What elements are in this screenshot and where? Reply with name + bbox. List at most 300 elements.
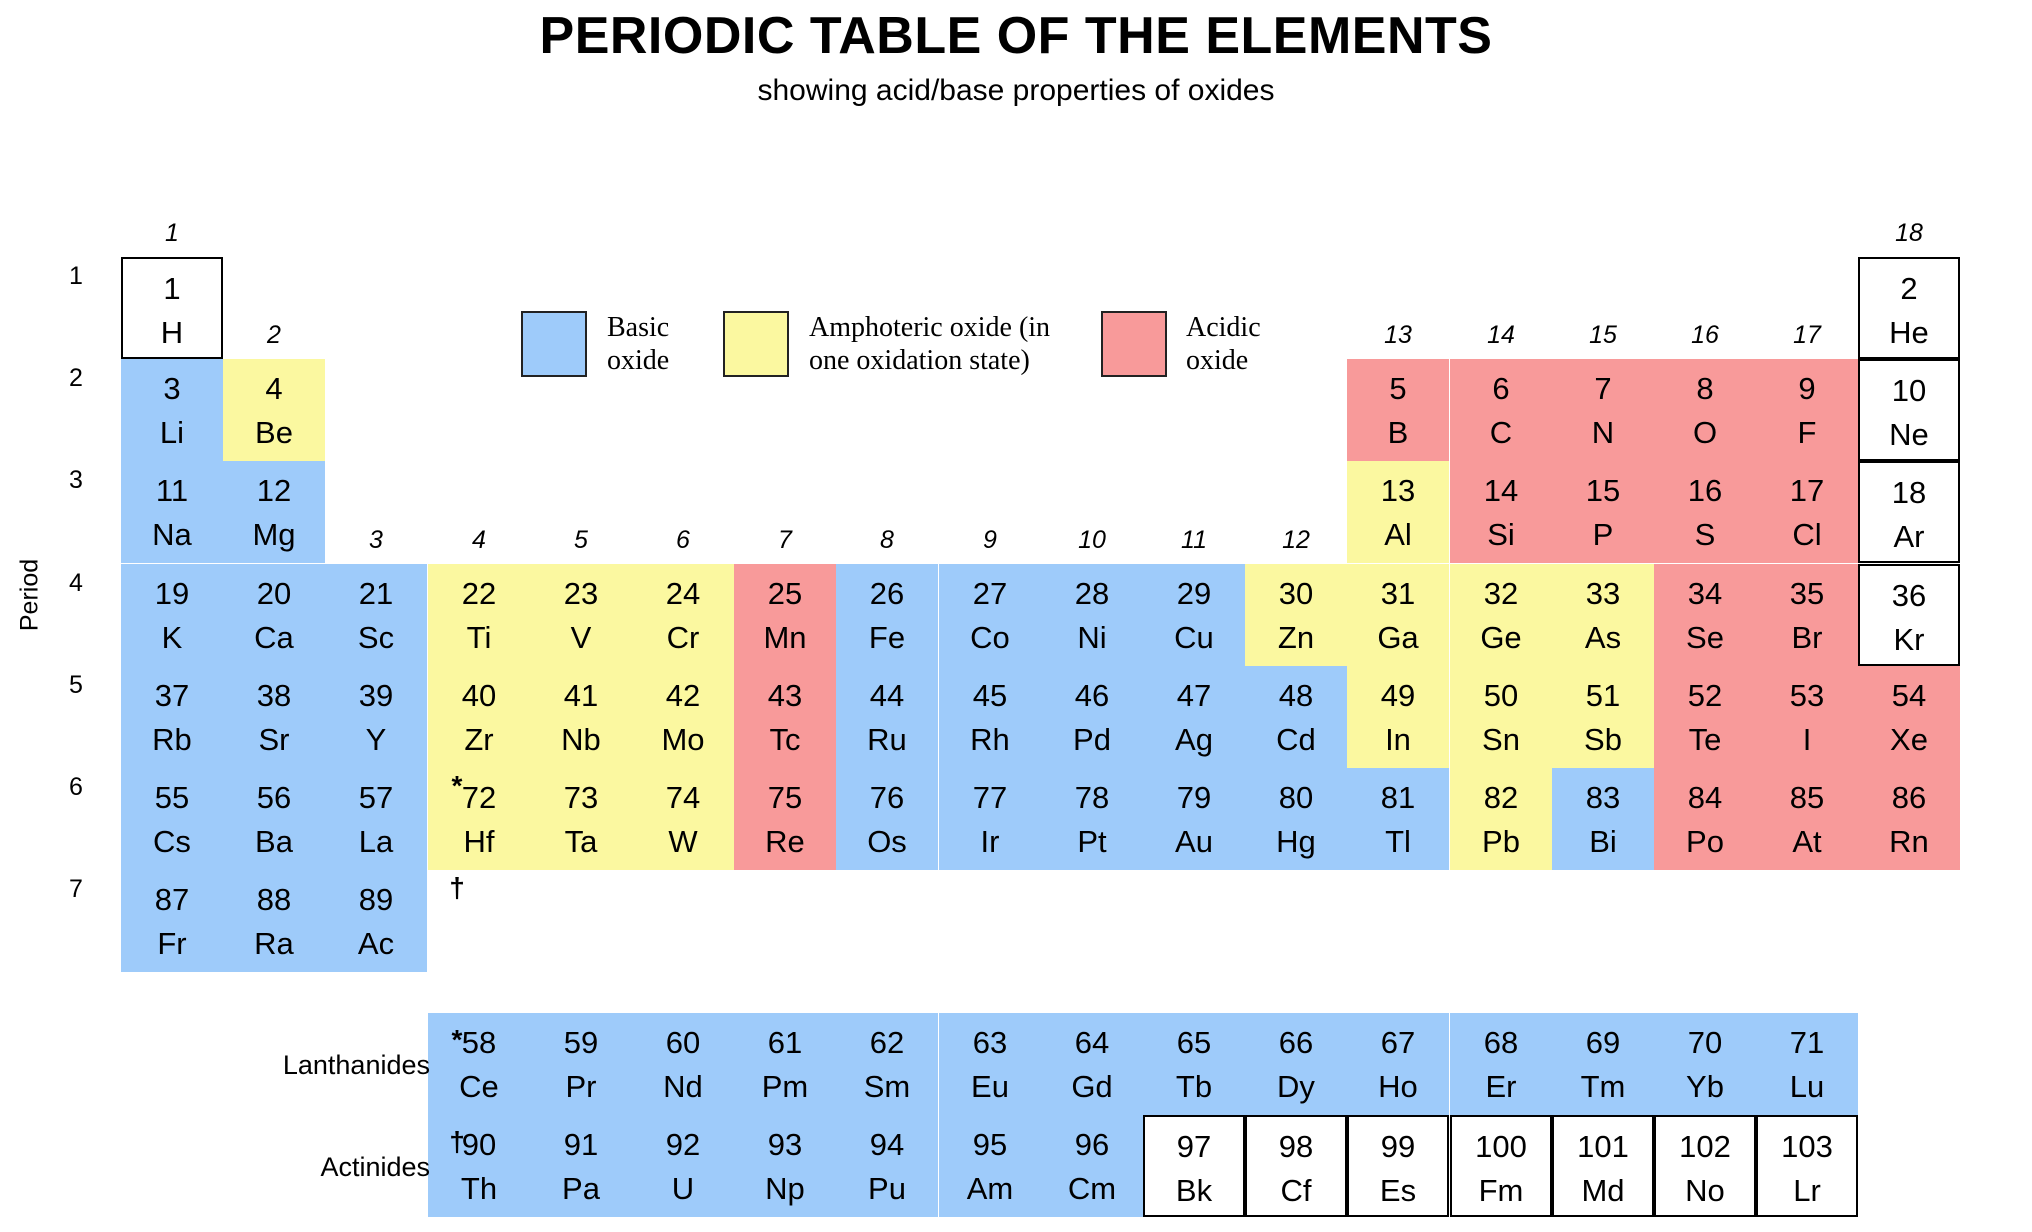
element-cell-ba — [223, 768, 325, 870]
element-symbol: Ir — [980, 824, 1000, 859]
element-cell-na — [121, 461, 223, 563]
element-symbol: Mg — [252, 517, 296, 552]
element-symbol: Fm — [1478, 1173, 1524, 1208]
element-cell-ca — [223, 564, 325, 666]
atomic-number: 43 — [767, 678, 803, 713]
element-symbol: Pr — [565, 1069, 597, 1104]
group-label-13: 13 — [1384, 321, 1412, 349]
atomic-number: 96 — [1074, 1127, 1110, 1162]
element-cell-br — [1756, 564, 1858, 666]
element-symbol: Es — [1379, 1173, 1417, 1208]
atomic-number: 72 — [461, 780, 497, 815]
element-cell-xe — [1858, 666, 1960, 768]
lanthanide-cell-ho — [1347, 1013, 1449, 1115]
group-label-7: 7 — [778, 526, 792, 554]
atomic-number: 63 — [972, 1025, 1008, 1060]
element-cell-tc — [734, 666, 836, 768]
element-cell-re — [734, 768, 836, 870]
element-symbol: N — [1591, 415, 1615, 450]
atomic-number: 21 — [358, 576, 394, 611]
element-cell-rh — [939, 666, 1041, 768]
group-label-2: 2 — [267, 321, 281, 349]
element-cell-at — [1756, 768, 1858, 870]
group-label-11: 11 — [1181, 526, 1207, 554]
element-symbol: Cu — [1174, 620, 1214, 655]
atomic-number: 91 — [563, 1127, 599, 1162]
atomic-number: 70 — [1687, 1025, 1723, 1060]
element-symbol: Pu — [868, 1171, 906, 1206]
element-symbol: Ne — [1889, 417, 1929, 452]
element-cell-si — [1450, 461, 1552, 563]
element-cell-o — [1654, 359, 1756, 461]
element-symbol: Bi — [1589, 824, 1617, 859]
group-label-3: 3 — [369, 526, 383, 554]
element-cell-pt — [1041, 768, 1143, 870]
element-symbol: Ag — [1175, 722, 1213, 757]
element-symbol: Be — [255, 415, 293, 450]
atomic-number: 35 — [1789, 576, 1825, 611]
element-symbol: U — [671, 1171, 695, 1206]
atomic-number: 86 — [1891, 780, 1927, 815]
period-label-1: 1 — [69, 262, 83, 290]
page-title: PERIODIC TABLE OF THE ELEMENTS — [539, 7, 1493, 65]
atomic-number: 26 — [869, 576, 905, 611]
element-cell-sn — [1450, 666, 1552, 768]
atomic-number: 33 — [1585, 576, 1621, 611]
group-label-18: 18 — [1895, 219, 1923, 247]
atomic-number: 6 — [1492, 371, 1510, 406]
lanthanide-row-marker: * — [451, 1024, 463, 1055]
element-symbol: Dy — [1277, 1069, 1315, 1104]
legend-swatch-basic — [521, 311, 587, 377]
element-cell-bi — [1552, 768, 1654, 870]
element-cell-po — [1654, 768, 1756, 870]
element-cell-ag — [1143, 666, 1245, 768]
atomic-number: 46 — [1074, 678, 1110, 713]
atomic-number: 85 — [1789, 780, 1825, 815]
element-symbol: Ar — [1893, 519, 1925, 554]
group-label-5: 5 — [574, 526, 588, 554]
group-label-4: 4 — [472, 526, 486, 554]
element-symbol: F — [1797, 415, 1817, 450]
element-symbol: Tc — [769, 722, 801, 757]
element-symbol: B — [1387, 415, 1409, 450]
element-cell-ne — [1858, 359, 1960, 461]
element-cell-mg — [223, 461, 325, 563]
element-symbol: Lu — [1789, 1069, 1825, 1104]
atomic-number: 32 — [1483, 576, 1519, 611]
element-cell-pb — [1450, 768, 1552, 870]
atomic-number: 59 — [563, 1025, 599, 1060]
atomic-number: 83 — [1585, 780, 1621, 815]
atomic-number: 99 — [1380, 1129, 1416, 1164]
atomic-number: 1 — [163, 271, 181, 306]
atomic-number: 84 — [1687, 780, 1723, 815]
element-symbol: C — [1489, 415, 1513, 450]
actinide-cell-md — [1552, 1115, 1654, 1217]
element-cell-i — [1756, 666, 1858, 768]
element-symbol: I — [1802, 722, 1812, 757]
atomic-number: 25 — [767, 576, 803, 611]
element-symbol: Sm — [863, 1069, 911, 1104]
atomic-number: 76 — [869, 780, 905, 815]
element-symbol: Ru — [867, 722, 907, 757]
group-label-6: 6 — [676, 526, 690, 554]
group-label-1: 1 — [165, 219, 179, 247]
atomic-number: 48 — [1278, 678, 1314, 713]
element-symbol: Th — [460, 1171, 498, 1206]
atomic-number: 49 — [1380, 678, 1416, 713]
atomic-number: 77 — [972, 780, 1008, 815]
actinide-marker: † — [449, 872, 465, 903]
element-symbol: Fe — [868, 620, 906, 655]
lanthanide-cell-pm — [734, 1013, 836, 1115]
element-cell-b — [1347, 359, 1449, 461]
element-cell-rn — [1858, 768, 1960, 870]
element-cell-ni — [1041, 564, 1143, 666]
element-symbol: V — [570, 620, 592, 655]
atomic-number: 89 — [358, 882, 394, 917]
element-symbol: Ni — [1077, 620, 1107, 655]
element-cell-fe — [836, 564, 938, 666]
element-cell-c — [1450, 359, 1552, 461]
atomic-number: 93 — [767, 1127, 803, 1162]
actinide-cell-cm — [1041, 1115, 1143, 1217]
atomic-number: 67 — [1380, 1025, 1416, 1060]
period-label-4: 4 — [69, 569, 83, 597]
element-symbol: Li — [159, 415, 185, 450]
group-label-12: 12 — [1282, 526, 1310, 554]
atomic-number: 102 — [1679, 1129, 1731, 1164]
element-symbol: Xe — [1890, 722, 1928, 757]
element-cell-rb — [121, 666, 223, 768]
atomic-number: 23 — [563, 576, 599, 611]
element-symbol: Tl — [1385, 824, 1411, 859]
element-cell-hg — [1245, 768, 1347, 870]
element-cell-sr — [223, 666, 325, 768]
element-cell-n — [1552, 359, 1654, 461]
atomic-number: 90 — [461, 1127, 497, 1162]
atomic-number: 16 — [1687, 473, 1723, 508]
element-symbol: Nd — [663, 1069, 703, 1104]
element-symbol: Po — [1686, 824, 1724, 859]
element-symbol: Nb — [561, 722, 601, 757]
element-symbol: O — [1692, 415, 1718, 450]
element-cell-cd — [1245, 666, 1347, 768]
atomic-number: 74 — [665, 780, 701, 815]
lanthanide-cell-nd — [632, 1013, 734, 1115]
atomic-number: 14 — [1483, 473, 1519, 508]
lanthanide-cell-eu — [939, 1013, 1041, 1115]
atomic-number: 82 — [1483, 780, 1519, 815]
atomic-number: 55 — [154, 780, 190, 815]
element-symbol: Ba — [255, 824, 293, 859]
group-label-16: 16 — [1691, 321, 1719, 349]
actinide-cell-pa — [530, 1115, 632, 1217]
atomic-number: 8 — [1696, 371, 1714, 406]
atomic-number: 39 — [358, 678, 394, 713]
group-label-8: 8 — [880, 526, 894, 554]
actinide-cell-u — [632, 1115, 734, 1217]
atomic-number: 66 — [1278, 1025, 1314, 1060]
actinide-cell-pu — [836, 1115, 938, 1217]
lanthanide-cell-yb — [1654, 1013, 1756, 1115]
element-symbol: He — [1889, 315, 1929, 350]
lanthanide-cell-gd — [1041, 1013, 1143, 1115]
element-cell-k — [121, 564, 223, 666]
lanthanide-cell-lu — [1756, 1013, 1858, 1115]
atomic-number: 13 — [1380, 473, 1416, 508]
atomic-number: 42 — [665, 678, 701, 713]
actinide-cell-lr — [1756, 1115, 1858, 1217]
element-symbol: Rn — [1889, 824, 1929, 859]
atomic-number: 11 — [155, 473, 189, 508]
atomic-number: 64 — [1074, 1025, 1110, 1060]
element-symbol: Tb — [1175, 1069, 1213, 1104]
atomic-number: 56 — [256, 780, 292, 815]
atomic-number: 2 — [1900, 271, 1918, 306]
atomic-number: 7 — [1594, 371, 1612, 406]
page-subtitle: showing acid/base properties of oxides — [757, 74, 1275, 107]
element-cell-he — [1858, 257, 1960, 359]
element-symbol: Sn — [1482, 722, 1520, 757]
element-cell-co — [939, 564, 1041, 666]
element-symbol: Sr — [258, 722, 290, 757]
actinide-row-marker: † — [449, 1126, 465, 1157]
element-symbol: Ce — [459, 1069, 499, 1104]
element-symbol: W — [668, 824, 698, 859]
atomic-number: 60 — [665, 1025, 701, 1060]
element-symbol: Cd — [1276, 722, 1316, 757]
actinide-cell-np — [734, 1115, 836, 1217]
element-cell-cl — [1756, 461, 1858, 563]
element-symbol: Bk — [1175, 1173, 1213, 1208]
actinides-label: Actinides — [320, 1152, 430, 1182]
atomic-number: 24 — [665, 576, 701, 611]
element-cell-sb — [1552, 666, 1654, 768]
element-symbol: Md — [1581, 1173, 1625, 1208]
element-cell-kr — [1858, 564, 1960, 666]
element-symbol: Np — [765, 1171, 805, 1206]
atomic-number: 18 — [1891, 475, 1927, 510]
lanthanide-cell-pr — [530, 1013, 632, 1115]
actinide-cell-no — [1654, 1115, 1756, 1217]
element-symbol: Co — [970, 620, 1010, 655]
atomic-number: 44 — [869, 678, 905, 713]
atomic-number: 79 — [1176, 780, 1212, 815]
element-symbol: Ac — [357, 926, 395, 961]
element-symbol: Yb — [1686, 1069, 1724, 1104]
element-cell-nb — [530, 666, 632, 768]
atomic-number: 19 — [154, 576, 190, 611]
element-cell-ga — [1347, 564, 1449, 666]
lanthanide-cell-tm — [1552, 1013, 1654, 1115]
element-symbol: Au — [1175, 824, 1213, 859]
element-symbol: Re — [765, 824, 805, 859]
atomic-number: 34 — [1687, 576, 1723, 611]
atomic-number: 57 — [358, 780, 394, 815]
atomic-number: 47 — [1176, 678, 1212, 713]
element-symbol: Cr — [666, 620, 700, 655]
element-symbol: P — [1592, 517, 1614, 552]
element-symbol: S — [1694, 517, 1716, 552]
group-label-17: 17 — [1793, 321, 1821, 349]
element-cell-mn — [734, 564, 836, 666]
atomic-number: 78 — [1074, 780, 1110, 815]
atomic-number: 61 — [767, 1025, 803, 1060]
element-cell-ar — [1858, 461, 1960, 563]
element-symbol: Pm — [761, 1069, 809, 1104]
element-cell-in — [1347, 666, 1449, 768]
actinide-cell-fm — [1450, 1115, 1552, 1217]
element-cell-te — [1654, 666, 1756, 768]
element-cell-w — [632, 768, 734, 870]
element-symbol: Mn — [763, 620, 807, 655]
atomic-number: 27 — [972, 576, 1008, 611]
atomic-number: 15 — [1585, 473, 1621, 508]
lanthanide-cell-er — [1450, 1013, 1552, 1115]
element-cell-sc — [325, 564, 427, 666]
element-symbol: Kr — [1893, 622, 1925, 657]
atomic-number: 103 — [1781, 1129, 1833, 1164]
element-symbol: Pd — [1073, 722, 1111, 757]
lanthanide-cell-sm — [836, 1013, 938, 1115]
element-cell-tl — [1347, 768, 1449, 870]
group-label-14: 14 — [1487, 321, 1515, 349]
atomic-number: 100 — [1475, 1129, 1527, 1164]
atomic-number: 73 — [563, 780, 599, 815]
element-symbol: Se — [1686, 620, 1724, 655]
group-label-15: 15 — [1589, 321, 1617, 349]
element-cell-zr — [428, 666, 530, 768]
element-cell-os — [836, 768, 938, 870]
element-cell-li — [121, 359, 223, 461]
element-symbol: K — [161, 620, 183, 655]
atomic-number: 22 — [461, 576, 497, 611]
element-cell-cu — [1143, 564, 1245, 666]
element-symbol: Eu — [971, 1069, 1009, 1104]
actinide-cell-es — [1347, 1115, 1449, 1217]
atomic-number: 29 — [1176, 576, 1212, 611]
element-cell-fr — [121, 870, 223, 972]
atomic-number: 71 — [1789, 1025, 1825, 1060]
element-cell-zn — [1245, 564, 1347, 666]
atomic-number: 51 — [1585, 678, 1621, 713]
element-symbol: Lr — [1793, 1173, 1821, 1208]
element-cell-ru — [836, 666, 938, 768]
lanthanides-label: Lanthanides — [282, 1050, 430, 1080]
element-symbol: Ga — [1377, 620, 1419, 655]
atomic-number: 50 — [1483, 678, 1519, 713]
atomic-number: 69 — [1585, 1025, 1621, 1060]
element-cell-al — [1347, 461, 1449, 563]
element-symbol: At — [1792, 824, 1822, 859]
actinide-cell-cf — [1245, 1115, 1347, 1217]
atomic-number: 36 — [1891, 578, 1927, 613]
atomic-number: 68 — [1483, 1025, 1519, 1060]
element-symbol: Er — [1485, 1069, 1517, 1104]
element-symbol: Ho — [1378, 1069, 1418, 1104]
element-symbol: Br — [1791, 620, 1823, 655]
element-symbol: Ra — [254, 926, 294, 961]
atomic-number: 65 — [1176, 1025, 1212, 1060]
atomic-number: 30 — [1278, 576, 1314, 611]
legend-swatch-amphoteric — [723, 311, 789, 377]
group-label-9: 9 — [983, 526, 997, 554]
legend-text-amphoteric: Amphoteric oxide (in one oxidation state) — [809, 312, 1051, 376]
element-symbol: Tm — [1580, 1069, 1626, 1104]
element-symbol: In — [1385, 722, 1411, 757]
atomic-number: 4 — [265, 371, 283, 406]
element-cell-be — [223, 359, 325, 461]
period-label-5: 5 — [69, 671, 83, 699]
element-cell-v — [530, 564, 632, 666]
period-label-7: 7 — [69, 875, 83, 903]
element-cell-h — [121, 257, 223, 359]
element-symbol: Mo — [661, 722, 705, 757]
element-cell-la — [325, 768, 427, 870]
element-symbol: Ta — [564, 824, 598, 859]
atomic-number: 41 — [563, 678, 599, 713]
period-label-2: 2 — [69, 364, 83, 392]
element-cell-cs — [121, 768, 223, 870]
element-cell-ta — [530, 768, 632, 870]
element-symbol: No — [1685, 1173, 1725, 1208]
element-symbol: Al — [1384, 517, 1412, 552]
element-symbol: Na — [152, 517, 192, 552]
atomic-number: 38 — [256, 678, 292, 713]
atomic-number: 5 — [1389, 371, 1407, 406]
atomic-number: 97 — [1176, 1129, 1212, 1164]
element-symbol: H — [160, 315, 184, 350]
actinide-cell-bk — [1143, 1115, 1245, 1217]
element-cell-au — [1143, 768, 1245, 870]
actinide-cell-am — [939, 1115, 1041, 1217]
element-symbol: Cf — [1280, 1173, 1312, 1208]
element-cell-ir — [939, 768, 1041, 870]
atomic-number: 31 — [1380, 576, 1416, 611]
atomic-number: 17 — [1789, 473, 1825, 508]
lanthanide-marker: * — [451, 770, 463, 801]
atomic-number: 92 — [665, 1127, 701, 1162]
element-cell-s — [1654, 461, 1756, 563]
element-symbol: Gd — [1071, 1069, 1113, 1104]
element-symbol: Ge — [1480, 620, 1522, 655]
element-cell-ac — [325, 870, 427, 972]
element-symbol: Cs — [153, 824, 191, 859]
lanthanide-cell-dy — [1245, 1013, 1347, 1115]
element-symbol: Sc — [357, 620, 395, 655]
atomic-number: 95 — [972, 1127, 1008, 1162]
atomic-number: 54 — [1891, 678, 1927, 713]
atomic-number: 40 — [461, 678, 497, 713]
element-symbol: Os — [867, 824, 907, 859]
atomic-number: 45 — [972, 678, 1008, 713]
atomic-number: 88 — [256, 882, 292, 917]
atomic-number: 52 — [1687, 678, 1723, 713]
element-symbol: Rb — [152, 722, 192, 757]
atomic-number: 9 — [1798, 371, 1816, 406]
legend-swatch-acidic — [1101, 311, 1167, 377]
element-symbol: Pb — [1482, 824, 1520, 859]
element-symbol: Pa — [562, 1171, 600, 1206]
period-label-6: 6 — [69, 773, 83, 801]
element-symbol: Hg — [1276, 824, 1316, 859]
element-symbol: Zn — [1277, 620, 1315, 655]
atomic-number: 37 — [154, 678, 190, 713]
atomic-number: 81 — [1380, 780, 1416, 815]
element-symbol: Fr — [157, 926, 187, 961]
